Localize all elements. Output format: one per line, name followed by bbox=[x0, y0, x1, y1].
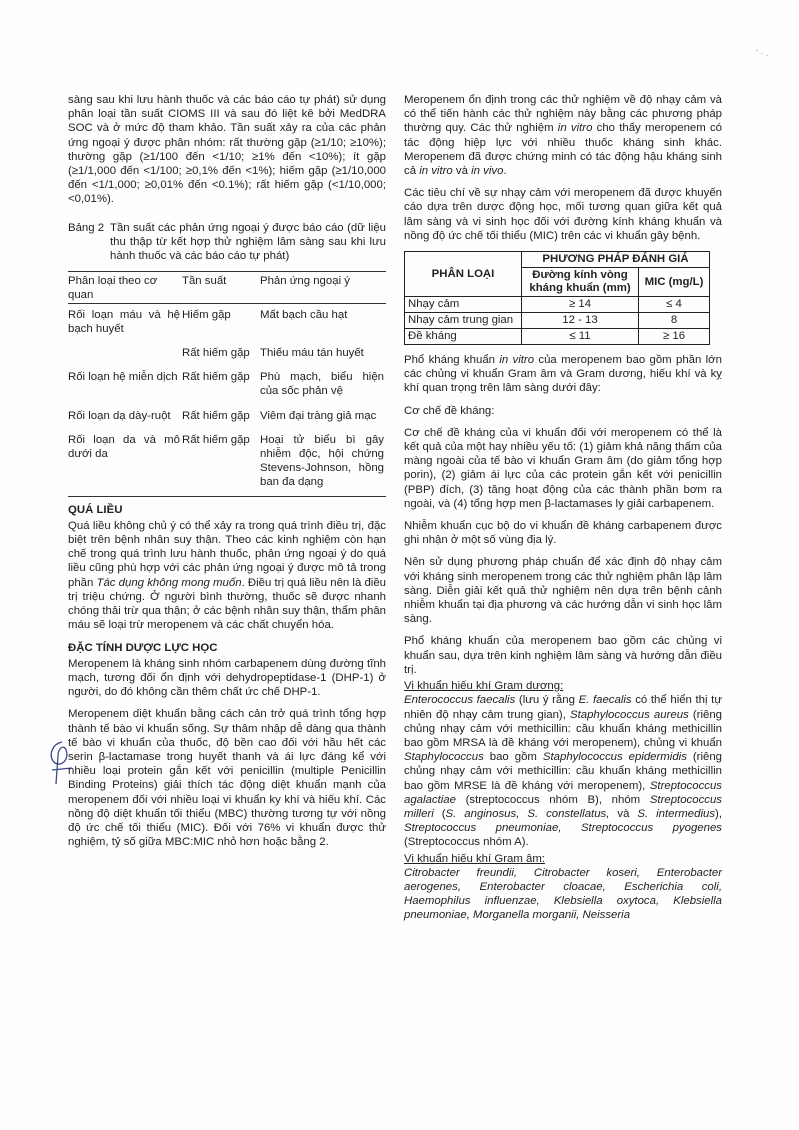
table-row bbox=[68, 405, 386, 429]
heading-pharmacodynamics: ĐẶC TÍNH DƯỢC LỰC HỌC bbox=[68, 641, 218, 654]
gram-negative-list: Citrobacter freundii, Citrobacter koseri, Enterobacter aerogenes, Enterobacter cloacae, Escherichia coli, Haemophilus influenzae, Klebsiella oxytoca, Klebsiella pneumoniae, Morganella morganii, Neisseria bbox=[404, 866, 722, 922]
species-name: Staphylococcus epidermidis bbox=[542, 751, 687, 764]
species-name: Streptococcus pneumoniae, Streptococcus pyogenes bbox=[404, 822, 722, 835]
table-row bbox=[68, 366, 386, 404]
header-mic: MIC (mg/L) bbox=[639, 268, 710, 297]
header-zone: Đường kính vòng kháng khuẩn (mm) bbox=[522, 268, 639, 297]
table-cell: Mất bạch cầu hạt bbox=[260, 308, 348, 321]
species-name: Staphylococcus aureus bbox=[570, 708, 689, 721]
paragraph-frequency: sàng sau khi lưu hành thuốc và các báo cáo tự phát) sử dụng phân loại tần suất CIOMS III và sau đó liệt kê bởi MedDRA SOC và ở mức độ tham khảo. Tần suất xảy ra của các phản ứng ngoại ý được phân nhóm: rất thường gặp (≥1/10; ≥10%); thường gặp (≥1/100 đến <1/10; ≥1% đến <10%); ít gặp (≥1/1,000 đến <1/100; ≥0,1% đến <1%); hiếm gặp (≥1/10,000 đến <1/1,000; ≥0,01% đến <0.1%); rất hiếm gặp (<1/10,000; <0,01%). bbox=[68, 94, 386, 206]
text-run: bao gồm bbox=[483, 751, 543, 764]
text-run: và bbox=[452, 165, 472, 178]
text-run: . bbox=[503, 165, 507, 178]
text-run: in vitro bbox=[557, 122, 593, 135]
table-header-row bbox=[405, 252, 710, 268]
text-run: (riêng chủng nhạy cảm với methicillin: cầu khuẩn kháng methicillin bao gồm MRSE là đề kháng với meropenem), bbox=[404, 751, 722, 792]
text-run: của meropenem bao gồm phần lớn các chủng vi khuẩn Gram âm và Gram dương, hiếu khí và kỵ khí quan trọng trên lâm sàng dưới đây: bbox=[404, 354, 722, 395]
table-cell: ≥ 16 bbox=[639, 329, 710, 345]
table-cell: Phù mạch, biểu hiện của sốc phản vệ bbox=[260, 371, 384, 398]
table-cell: Rối loạn dạ dày-ruột bbox=[68, 409, 171, 422]
table-row bbox=[68, 429, 386, 496]
header-organ: Phân loại theo cơ quan bbox=[68, 272, 182, 303]
table-cell: Rối loạn da và mô dưới da bbox=[68, 429, 182, 496]
table-row bbox=[405, 313, 710, 329]
caption-number: Bảng 2 bbox=[68, 221, 105, 234]
paragraph-spectrum-list: Phổ kháng khuẩn của meropenem bao gồm các chủng vi khuẩn sau, dựa trên kinh nghiệm lâm sàng và hướng dẫn điều trị. bbox=[404, 635, 722, 676]
table-cell: Hiếm gặp bbox=[182, 308, 231, 321]
text-run: có thể hiển thị tự nhiên độ nhạy cảm trung gian), bbox=[404, 694, 722, 721]
table-cell: 8 bbox=[639, 313, 710, 329]
text-run: (Streptococcus nhóm A). bbox=[404, 836, 529, 849]
heading-overdose: QUÁ LIỀU bbox=[68, 503, 123, 516]
header-class: PHÂN LOẠI bbox=[405, 252, 522, 297]
table-row bbox=[405, 297, 710, 313]
heading-gram-negative: Vi khuẩn hiếu khí Gram âm: bbox=[404, 852, 545, 865]
table-cell bbox=[68, 342, 182, 366]
paragraph-criteria: Các tiêu chí về sự nhạy cảm với meropenem đã được khuyến cáo dựa trên dược động học, mối tương quan giữa kết quả lâm sàng và vi sinh học đối với đường kính kháng khuẩn và nồng độ ức chế tối thiểu (MIC) trên các vi khuẩn gây bệnh. bbox=[404, 187, 722, 242]
corner-mark: ' · . bbox=[756, 48, 769, 58]
text-run: (riêng chủng nhạy cảm với methicillin: cầu khuẩn kháng methicillin bao gồm MRSA là đề kháng với meropenem), chủng vi khuẩn bbox=[404, 708, 723, 749]
right-column bbox=[404, 93, 722, 931]
table-cell: Viêm đại tràng giả mạc bbox=[260, 409, 377, 422]
species-name: Streptococcus agalactiae bbox=[404, 779, 722, 806]
table-cell: Rất hiếm gặp bbox=[182, 409, 250, 422]
table-caption bbox=[68, 221, 386, 264]
table-header-row bbox=[68, 272, 386, 303]
species-name: Staphylococcus bbox=[404, 751, 484, 764]
text-run: in vitro bbox=[499, 354, 535, 367]
table-row bbox=[68, 303, 386, 342]
paragraph-pd-1: Meropenem là kháng sinh nhóm carbapenem dùng đường tĩnh mạch, tương đối ổn định với dehydropeptidase-1 (DHP-1) ở người, do đó không cần thêm chất ức chế DHP-1. bbox=[68, 657, 386, 699]
species-name: S. intermedius bbox=[637, 807, 716, 820]
text-run: in vitro bbox=[419, 165, 453, 178]
paragraph-overdose bbox=[68, 519, 386, 633]
text-run: Meropenem ổn định trong các thử nghiệm về độ nhạy cảm và có thể tiến hành các thử nghiệm này bằng các phương pháp thường quy. Các thử nghiệm bbox=[404, 94, 722, 135]
paragraph-resistance-heading: Cơ chế đề kháng: bbox=[404, 404, 495, 417]
header-frequency: Tần suất bbox=[182, 272, 260, 303]
table-cell: Đề kháng bbox=[405, 329, 522, 345]
header-method: PHƯƠNG PHÁP ĐÁNH GIÁ bbox=[522, 252, 710, 268]
species-name: S. anginosus, S. constellatus, bbox=[445, 807, 610, 820]
table-row bbox=[68, 342, 386, 366]
adverse-reactions-table bbox=[68, 271, 386, 496]
paragraph-resistance: Cơ chế đề kháng của vi khuẩn đối với meropenem có thể là kết quả của một hay nhiều yếu tố: (1) giảm khả năng thấm của màng ngoài của tế bào vi khuẩn Gram âm (do giảm tổng hợp porin), (2) giảm ái lực của các protein gắn kết với penicillin (PBP) đích, (3) tăng hoạt động của các thành phần bơm ra ngoài, và (4) tổng hợp men β-lactamases ly giải carbapenem. bbox=[404, 426, 722, 510]
text-run: (streptococcus nhóm B), nhóm bbox=[455, 793, 650, 806]
text-run: Quá liều không chủ ý có thể xảy ra trong quá trình điều trị, đặc biệt trên bệnh nhân suy thận. Theo các kinh nghiệm còn hạn chế trong quá trình lưu hành thuốc, phản ứng ngoại ý do quá liều cũng phù hợp với các phản ứng ngoại ý được mô tả trong phần bbox=[68, 519, 386, 589]
table-cell: Nhạy cảm trung gian bbox=[405, 313, 522, 329]
text-run: (lưu ý rằng bbox=[515, 694, 579, 707]
breakpoint-table bbox=[404, 251, 710, 345]
table-cell: ≤ 4 bbox=[639, 297, 710, 313]
table-cell: Hoại tử biểu bì gây nhiễm độc, hội chứng Stevens-Johnson, hồng ban đa dạng bbox=[260, 429, 386, 496]
paragraph-testing: Nên sử dụng phương pháp chuẩn để xác định độ nhạy cảm với kháng sinh meropenem trong các thử nghiệm phân lập lâm sàng. Diễn giải kết quả thử nghiệm nên dựa trên bệnh cảnh nhiễm khuẩn tại địa phương và các hướng dẫn vi sinh học lâm sàng. bbox=[404, 556, 722, 626]
section-reference: Tác dụng không mong muốn bbox=[96, 576, 242, 589]
table-cell: Thiếu máu tán huyết bbox=[260, 347, 364, 360]
paragraph-spectrum bbox=[404, 353, 722, 396]
species-name: Streptococcus milleri bbox=[404, 793, 722, 820]
table-cell: Nhạy cảm bbox=[405, 297, 522, 313]
paragraph-local-resistance: Nhiễm khuẩn cục bộ do vi khuẩn đề kháng carbapenem được ghi nhận ở một số vùng địa lý. bbox=[404, 520, 722, 547]
paragraph-pd-2: Meropenem diệt khuẩn bằng cách cản trở quá trình tổng hợp thành tế bào vi khuẩn sống. Sự thâm nhập dễ dàng qua thành tế bào vi khuẩn của thuốc, độ bền cao đối với hầu hết các serin β-lactamase trong huyết thanh và ái lực đáng kể với nhiều loại protein gắn kết với penicillin (multiple Penicillin Binding Proteins) giải thích tác động diệt khuẩn mạnh của meropenem đối với nhiều loại vi khuẩn ky khí và hiếu khí. Các nồng độ diệt khuẩn tối thiểu (MBC) thường tương tự với nồng độ ức chế tối thiểu (MIC). Đối với 76% vi khuẩn được thử nghiệm, tỷ số giữa MBC:MIC nhỏ hơn hoặc bằng 2. bbox=[68, 708, 386, 849]
gram-positive-list bbox=[404, 693, 722, 849]
table-cell: Rối loạn hệ miễn dịch bbox=[68, 371, 178, 384]
table-row bbox=[405, 329, 710, 345]
text-run: ), bbox=[715, 807, 722, 820]
caption-text: Tần suất các phản ứng ngoại ý được báo cáo (dữ liệu thu thập từ kết hợp thử nghiệm lâm sàng sau khi lưu hành thuốc và các báo cáo tự phát) bbox=[110, 221, 386, 263]
text-run: Phổ kháng khuẩn bbox=[404, 354, 500, 367]
table-cell: Rối loạn máu và hệ bạch huyết bbox=[68, 308, 180, 335]
species-name: Enterococcus faecalis bbox=[404, 694, 516, 707]
table-cell: ≤ 11 bbox=[522, 329, 639, 345]
text-run: và bbox=[609, 807, 638, 820]
paragraph-stability bbox=[404, 93, 722, 178]
text-run: ( bbox=[433, 807, 446, 820]
species-name: E. faecalis bbox=[578, 694, 632, 707]
text-run: . Điều trị quá liều nên là điều trị triệu chứng. Ở người bình thường, thuốc sẽ được nhanh chóng thải trừ qua thận; ở các bệnh nhân suy thận, thẩm phân máu sẽ loại trừ meropenem và các chất chuyển hóa. bbox=[68, 576, 386, 632]
table-cell: Rất hiếm gặp bbox=[182, 347, 250, 360]
heading-gram-positive: Vi khuẩn hiếu khí Gram dương: bbox=[404, 680, 564, 693]
table-cell: Rất hiếm gặp bbox=[182, 371, 250, 384]
text-run: cho thấy meropenem có tác động hiệp lực với nhiều thuốc kháng sinh khác. Meropenem đã được chứng minh có tác động hậu kháng sinh cả bbox=[404, 122, 722, 178]
table-cell: ≥ 14 bbox=[522, 297, 639, 313]
table-cell: 12 - 13 bbox=[522, 313, 639, 329]
left-column bbox=[68, 93, 386, 857]
header-reaction: Phản ứng ngoại ý bbox=[260, 272, 386, 303]
table-cell: Rất hiếm gặp bbox=[182, 429, 260, 496]
text-run: in vivo bbox=[471, 165, 504, 178]
